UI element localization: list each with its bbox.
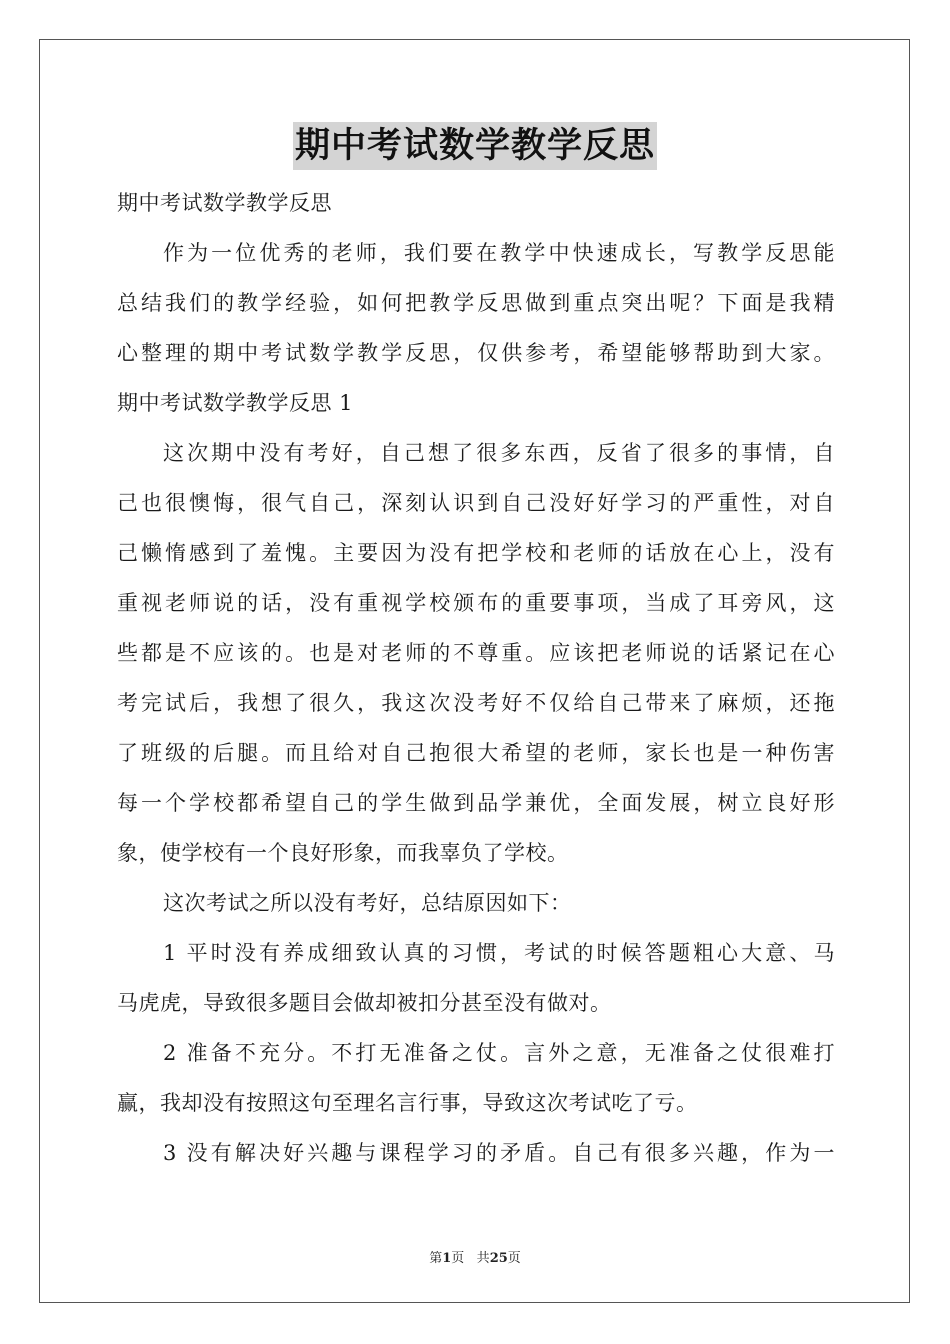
title-container — [0, 122, 950, 170]
text-line: 马虎虎，导致很多题目会做却被扣分甚至没有做对。 — [117, 991, 612, 1015]
text-line: 3 没有解决好兴趣与课程学习的矛盾。自己有很多兴趣，作为一 — [163, 1141, 835, 1165]
text-line: 己也很懊悔，很气自己，深刻认识到自己没好好学习的严重性，对自 — [117, 491, 835, 515]
document-title: 期中考试数学教学反思 — [293, 122, 657, 170]
text-line: 作为一位优秀的老师，我们要在教学中快速成长，写教学反思能 — [163, 241, 835, 265]
footer-total-suffix: 页 — [507, 1251, 521, 1266]
footer-total-prefix: 共 — [476, 1251, 490, 1266]
footer-prefix: 第 — [429, 1251, 443, 1266]
document-body — [117, 178, 835, 1178]
text-line: 1 平时没有养成细致认真的习惯，考试的时候答题粗心大意、马 — [163, 941, 835, 965]
footer-page-word: 页 — [451, 1251, 465, 1266]
footer-current-page: 1 — [442, 1251, 452, 1266]
text-line: 每一个学校都希望自己的学生做到品学兼优，全面发展，树立良好形 — [117, 791, 835, 815]
text-line: 期中考试数学教学反思 1 — [117, 391, 354, 415]
text-line: 己懒惰感到了羞愧。主要因为没有把学校和老师的话放在心上，没有 — [117, 541, 835, 565]
text-line: 了班级的后腿。而且给对自己抱很大希望的老师，家长也是一种伤害 — [117, 741, 835, 765]
text-line: 这次考试之所以没有考好，总结原因如下： — [163, 891, 572, 915]
page-footer — [0, 1247, 950, 1266]
text-line: 总结我们的教学经验，如何把教学反思做到重点突出呢？下面是我精 — [117, 291, 835, 315]
text-line: 这次期中没有考好，自己想了很多东西，反省了很多的事情，自 — [163, 441, 835, 465]
footer-total-pages: 25 — [489, 1251, 508, 1266]
text-line: 心整理的期中考试数学教学反思，仅供参考，希望能够帮助到大家。 — [117, 341, 835, 365]
text-line: 期中考试数学教学反思 — [117, 191, 332, 215]
text-line: 赢，我却没有按照这句至理名言行事，导致这次考试吃了亏。 — [117, 1091, 698, 1115]
text-line: 些都是不应该的。也是对老师的不尊重。应该把老师说的话紧记在心 — [117, 641, 835, 665]
text-line: 象，使学校有一个良好形象，而我辜负了学校。 — [117, 841, 569, 865]
text-line: 考完试后，我想了很久，我这次没考好不仅给自己带来了麻烦，还拖 — [117, 691, 835, 715]
text-line: 2 准备不充分。不打无准备之仗。言外之意，无准备之仗很难打 — [163, 1041, 835, 1065]
text-line: 重视老师说的话，没有重视学校颁布的重要事项，当成了耳旁风，这 — [117, 591, 835, 615]
